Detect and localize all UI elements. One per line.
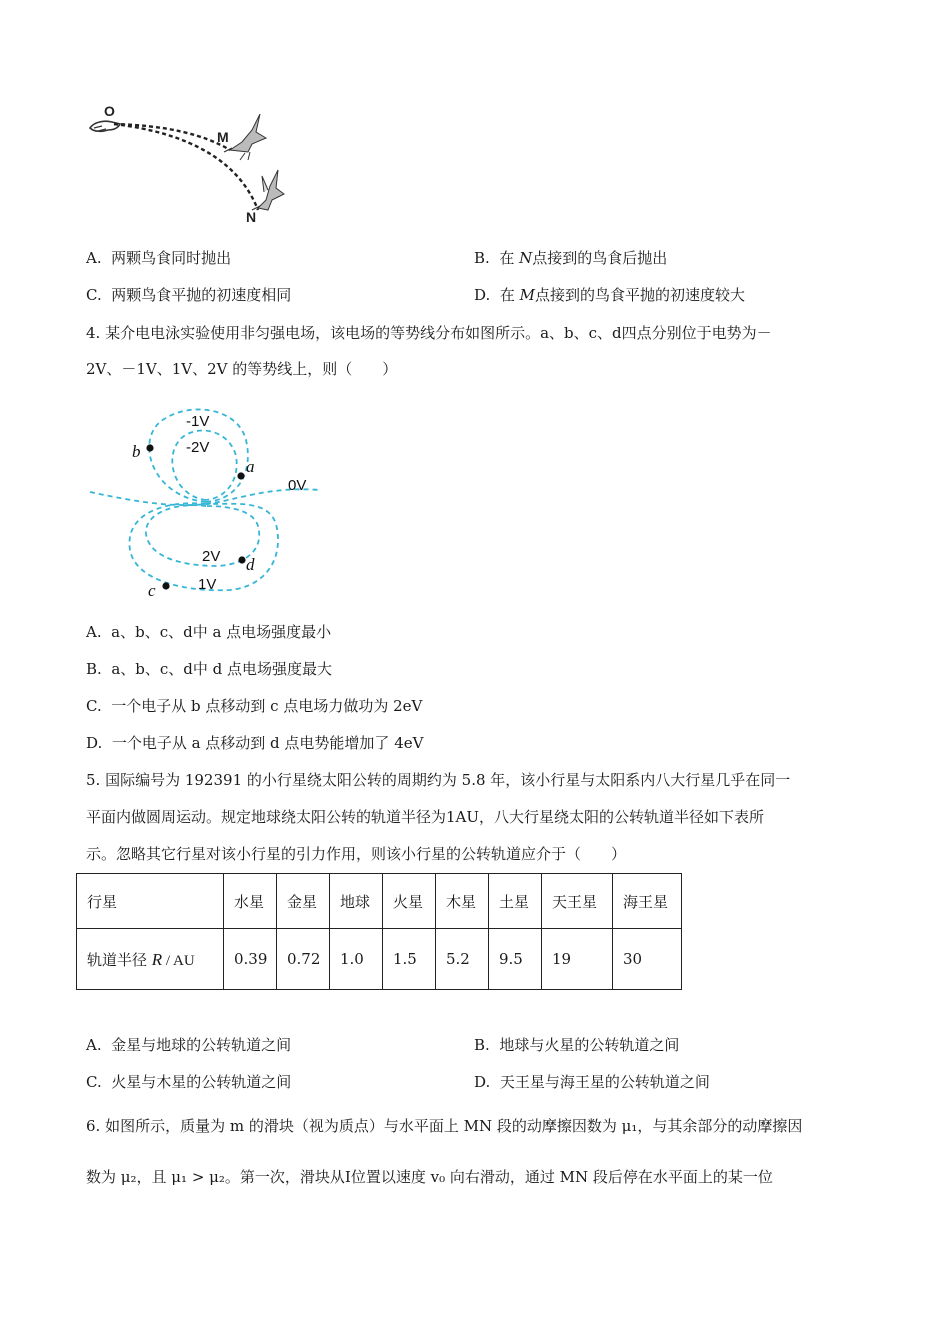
label-d: d bbox=[246, 555, 255, 574]
q3-option-a: A. 两颗鸟食同时抛出 bbox=[86, 249, 232, 267]
table-cell: 1.0 bbox=[330, 929, 383, 990]
point-a bbox=[237, 472, 244, 479]
table-cell: 天王星 bbox=[542, 874, 613, 929]
label-a: a bbox=[246, 457, 255, 476]
table-cell: 9.5 bbox=[489, 929, 542, 990]
q4-option-d: D. 一个电子从 a 点移动到 d 点电势能增加了 4eV bbox=[86, 734, 424, 752]
q5-stem-line1: 5. 国际编号为 192391 的小行星绕太阳公转的周期约为 5.8 年，该小行星与太阳系内八大行星几乎在同一 bbox=[86, 771, 791, 789]
planet-orbit-table bbox=[76, 873, 682, 990]
point-b bbox=[146, 444, 153, 451]
label-n: N bbox=[246, 209, 257, 225]
equipotential-figure bbox=[88, 400, 328, 605]
label-minus1v: -1V bbox=[186, 413, 210, 430]
q3-option-c: C. 两颗鸟食平抛的初速度相同 bbox=[86, 286, 292, 304]
label-0v: 0V bbox=[288, 477, 307, 494]
table-cell: 土星 bbox=[489, 874, 542, 929]
label-b: b bbox=[132, 442, 141, 461]
q5-stem-line2: 平面内做圆周运动。规定地球绕太阳公转的轨道半径为1AU，八大行星绕太阳的公转轨道半径如下表所 bbox=[86, 808, 765, 826]
table-cell: 金星 bbox=[277, 874, 330, 929]
label-1v: 1V bbox=[198, 576, 217, 593]
projectile-bird-figure bbox=[80, 98, 300, 228]
q4-option-b: B. a、b、c、d中 d 点电场强度最大 bbox=[86, 660, 333, 678]
table-cell: 0.39 bbox=[224, 929, 277, 990]
q4-stem-line1: 4. 某介电电泳实验使用非匀强电场，该电场的等势线分布如图所示。a、b、c、d四点分别位于电势为－ bbox=[86, 324, 772, 342]
table-cell: 海王星 bbox=[613, 874, 682, 929]
point-c bbox=[162, 582, 169, 589]
q5-stem-line3: 示。忽略其它行星对该小行星的引力作用，则该小行星的公转轨道应介于（ ） bbox=[86, 845, 627, 863]
bird-n-icon bbox=[252, 170, 284, 210]
q4-option-c: C. 一个电子从 b 点移动到 c 点电场力做功为 2eV bbox=[86, 697, 423, 715]
table-cell: 5.2 bbox=[436, 929, 489, 990]
table-row bbox=[77, 929, 682, 990]
projectile-figure-svg bbox=[80, 98, 300, 228]
table-header-row bbox=[77, 874, 682, 929]
equipotential-svg bbox=[88, 400, 328, 605]
label-c: c bbox=[148, 581, 156, 600]
table-cell: 0.72 bbox=[277, 929, 330, 990]
q4-option-a: A. a、b、c、d中 a 点电场强度最小 bbox=[86, 623, 332, 641]
table-cell: 木星 bbox=[436, 874, 489, 929]
label-minus2v: -2V bbox=[186, 439, 210, 456]
label-m: M bbox=[217, 129, 229, 145]
table-cell: 火星 bbox=[383, 874, 436, 929]
bird-m-icon bbox=[224, 114, 266, 160]
trajectory-to-n bbox=[114, 124, 258, 210]
row-label-cell: 轨道半径 R / AU bbox=[77, 929, 224, 990]
q4-stem-line2: 2V、－1V、1V、2V 的等势线上，则（ ） bbox=[86, 360, 398, 378]
label-o: O bbox=[104, 103, 115, 119]
table-cell: 19 bbox=[542, 929, 613, 990]
point-d bbox=[238, 556, 245, 563]
table-cell: 行星 bbox=[77, 874, 224, 929]
q5-option-b: B. 地球与火星的公转轨道之间 bbox=[474, 1036, 680, 1054]
table-cell: 30 bbox=[613, 929, 682, 990]
table-cell: 水星 bbox=[224, 874, 277, 929]
label-2v: 2V bbox=[202, 548, 221, 565]
q3-option-b: B. 在 N点接到的鸟食后抛出 bbox=[474, 249, 668, 267]
q6-stem-line2: 数为 μ₂，且 μ₁ > μ₂。第一次，滑块从Ⅰ位置以速度 v₀ 向右滑动，通过 MN 段后停在水平面上的某一位 bbox=[86, 1168, 773, 1186]
table-cell: 地球 bbox=[330, 874, 383, 929]
q5-option-d: D. 天王星与海王星的公转轨道之间 bbox=[474, 1073, 710, 1091]
q5-option-c: C. 火星与木星的公转轨道之间 bbox=[86, 1073, 292, 1091]
table-cell: 1.5 bbox=[383, 929, 436, 990]
q6-stem-line1: 6. 如图所示，质量为 m 的滑块（视为质点）与水平面上 MN 段的动摩擦因数为 μ₁，与其余部分的动摩擦因 bbox=[86, 1117, 803, 1135]
q3-option-d: D. 在 M点接到的鸟食平抛的初速度较大 bbox=[474, 286, 745, 304]
q5-option-a: A. 金星与地球的公转轨道之间 bbox=[86, 1036, 292, 1054]
